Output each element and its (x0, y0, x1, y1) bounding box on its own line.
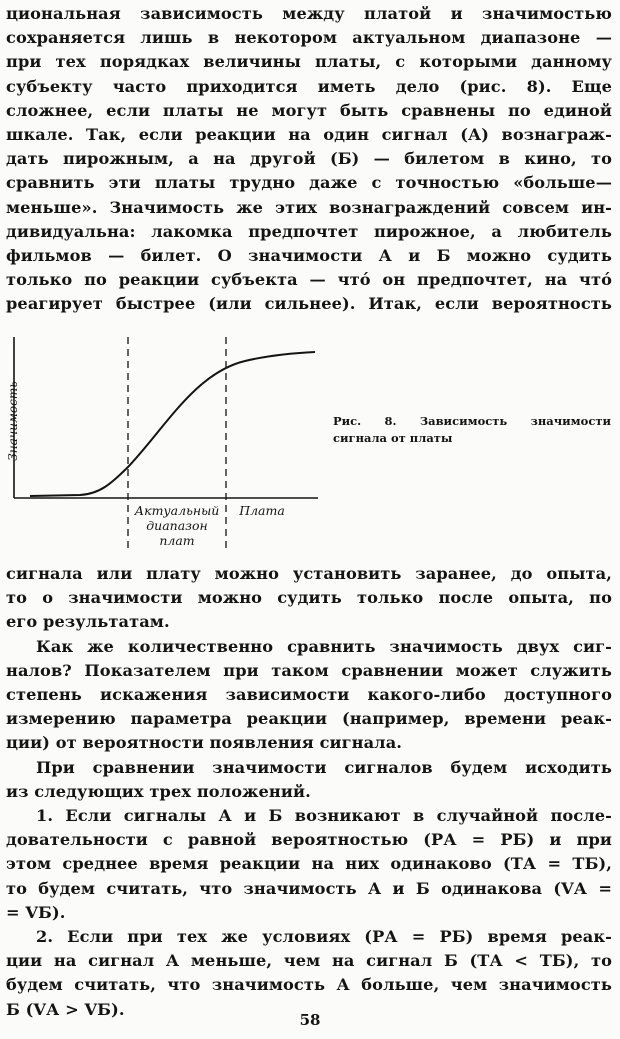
text-line: этом среднее время реакции на них одинаково (TА = TБ), (6, 854, 612, 874)
text-line: измерению параметра реакции (например, времени реак- (6, 709, 612, 729)
text-line: реагирует быстрее (или сильнее). Итак, если вероятность (6, 294, 612, 314)
text-line: налов? Показателем при таком сравнении может служить (6, 660, 612, 680)
text-line: дать пирожным, а на другой (Б) — билетом в кино, то (6, 149, 612, 169)
text-line: его результатам. (6, 612, 170, 632)
text-line: циональная зависимость между платой и значимостью (6, 4, 612, 23)
text-line: ции) от вероятности появления сигнала. (6, 733, 403, 753)
text-line: = VБ). (6, 902, 66, 922)
top-paragraph (6, 2, 612, 317)
text-line: субъекту часто приходится иметь дело (рис. 8). Еще (6, 76, 612, 96)
text-line: 2. Если при тех же условиях (PА = PБ) время реак- (36, 927, 612, 947)
text-line: будем считать, что значимость А больше, чем значимость (6, 975, 612, 995)
text-line: сравнить эти платы трудно даже с точностью «больше— (6, 173, 612, 193)
text-line: 1. Если сигналы А и Б возникают в случайной после- (36, 806, 612, 826)
range-label-line1: Актуальный (134, 503, 220, 518)
text-line: сохраняется лишь в некотором актуальном диапазоне — (6, 28, 612, 48)
caption-line: сигнала от платы (333, 431, 453, 445)
caption-line: Рис. 8. Зависимость значимости (333, 414, 611, 428)
x-axis-label: Плата (239, 503, 285, 518)
range-label-line3: плат (159, 533, 195, 548)
text-line: только по реакции субъекта — что́ он предпочтет, на что́ (6, 270, 612, 290)
text-line: сигнала или плату можно установить заранее, до опыта, (6, 564, 612, 583)
figure-caption (333, 413, 611, 447)
text-line: Как же количественно сравнить значимость двух сиг- (36, 636, 612, 656)
range-label-line2: диапазон (146, 518, 208, 533)
text-line: степень искажения зависимости какого-либо доступного (6, 685, 612, 705)
text-line: ции на сигнал А меньше, чем на сигнал Б (TА < TБ), то (6, 951, 612, 971)
page-number: 58 (299, 1011, 321, 1029)
text-line: дивидуальна: лакомка предпочтет пирожное, а любитель (6, 221, 612, 241)
significance-curve (30, 352, 315, 496)
text-line: фильмов — билет. О значимости А и Б можно судить (6, 246, 612, 266)
text-line: шкале. Так, если реакции на один сигнал (А) вознаграж- (6, 125, 612, 145)
text-line: из следующих трех положений. (6, 781, 311, 801)
text-line: довательности с равной вероятностью (PА = PБ) и при (6, 830, 612, 850)
text-line: Б (VА > VБ). (6, 999, 125, 1019)
text-line: то о значимости можно судить только после опыта, по (6, 588, 612, 608)
bottom-text (6, 562, 612, 1022)
text-line: то будем считать, что значимость А и Б одинакова (VА = (6, 878, 612, 898)
text-line: при тех порядках величины платы, с которыми данному (6, 52, 612, 72)
text-line: меньше». Значимость же этих вознаграждений совсем ин- (6, 197, 612, 217)
y-axis-label: Значимость (6, 381, 20, 461)
text-line: При сравнении значимости сигналов будем исходить (36, 757, 612, 777)
text-line: сложнее, если платы не могут быть сравнены по единой (6, 100, 612, 120)
